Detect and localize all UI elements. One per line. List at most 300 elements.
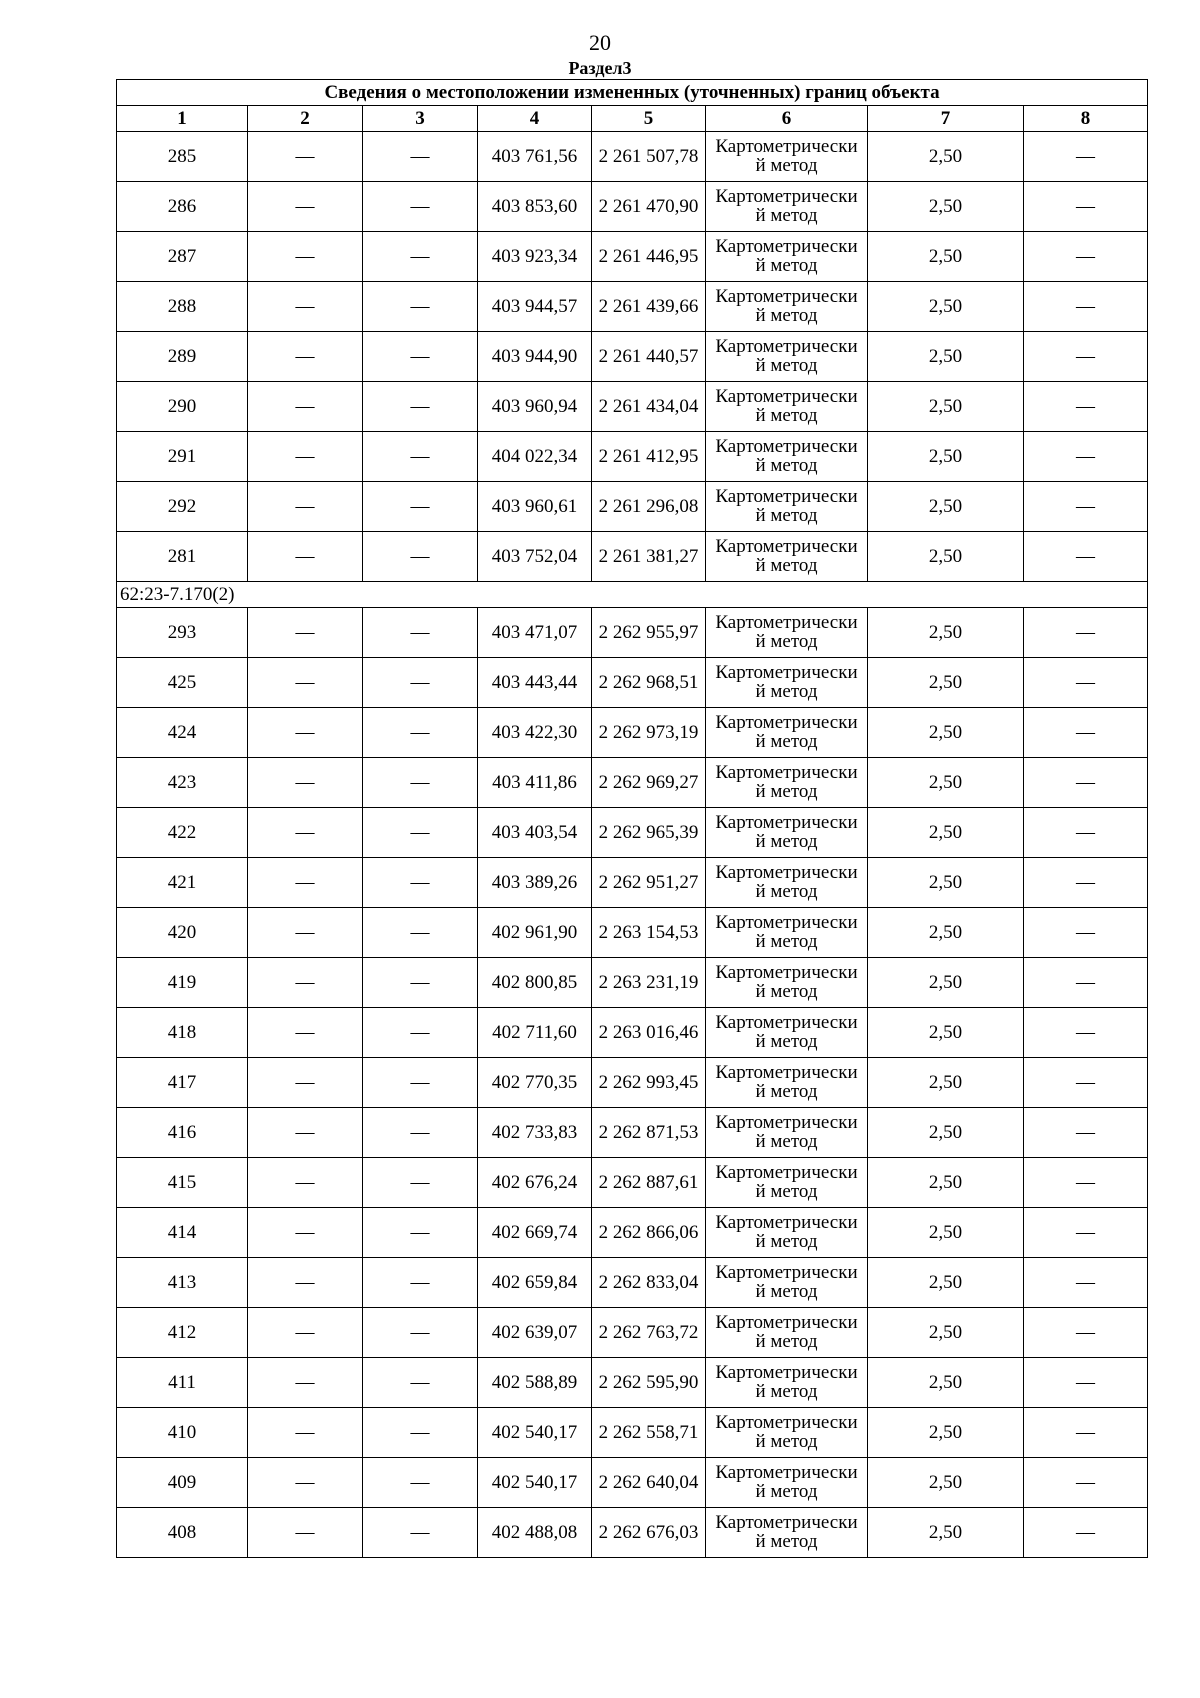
table-title-row xyxy=(117,80,1148,106)
method-text-line-2: й метод xyxy=(755,254,818,276)
coordinate-x-cell: 403 944,90 xyxy=(478,332,592,382)
table-row xyxy=(117,432,1148,482)
coordinate-y-cell: 2 262 887,61 xyxy=(592,1158,706,1208)
method-cell xyxy=(706,532,868,582)
column-2-cell: — xyxy=(248,432,363,482)
column-3-cell: — xyxy=(363,958,478,1008)
method-text-line-1: Картометрически xyxy=(715,1411,858,1433)
method-cell xyxy=(706,182,868,232)
column-2-cell: — xyxy=(248,482,363,532)
method-text-line-2: й метод xyxy=(755,980,818,1002)
coordinate-x-cell: 402 488,08 xyxy=(478,1508,592,1558)
column-2-cell: — xyxy=(248,858,363,908)
column-8-cell: — xyxy=(1024,658,1148,708)
column-2-cell: — xyxy=(248,1508,363,1558)
table-row xyxy=(117,232,1148,282)
point-number-cell: 420 xyxy=(117,908,248,958)
column-number: 8 xyxy=(1024,106,1148,132)
method-text-line-1: Картометрически xyxy=(715,335,858,357)
precision-cell: 2,50 xyxy=(868,1458,1024,1508)
precision-cell: 2,50 xyxy=(868,608,1024,658)
precision-cell: 2,50 xyxy=(868,1108,1024,1158)
coordinate-y-cell: 2 262 955,97 xyxy=(592,608,706,658)
precision-cell: 2,50 xyxy=(868,1158,1024,1208)
column-number: 3 xyxy=(363,106,478,132)
method-text-line-2: й метод xyxy=(755,1380,818,1402)
page-number: 20 xyxy=(589,30,611,55)
column-3-cell: — xyxy=(363,232,478,282)
group-header-row xyxy=(117,582,1148,608)
column-2-cell: — xyxy=(248,1208,363,1258)
column-2-cell: — xyxy=(248,658,363,708)
point-number-cell: 410 xyxy=(117,1408,248,1458)
point-number-cell: 416 xyxy=(117,1108,248,1158)
column-8-cell: — xyxy=(1024,1358,1148,1408)
column-8-cell: — xyxy=(1024,332,1148,382)
table-row xyxy=(117,1358,1148,1408)
column-3-cell: — xyxy=(363,1408,478,1458)
coordinate-x-cell: 402 639,07 xyxy=(478,1308,592,1358)
method-text-line-1: Картометрически xyxy=(715,235,858,257)
table-row xyxy=(117,1108,1148,1158)
method-cell xyxy=(706,1408,868,1458)
method-cell xyxy=(706,382,868,432)
method-text-line-2: й метод xyxy=(755,504,818,526)
table-row xyxy=(117,1408,1148,1458)
coordinate-y-cell: 2 261 439,66 xyxy=(592,282,706,332)
method-cell xyxy=(706,482,868,532)
group-label: 62:23-7.170(2) xyxy=(117,582,1148,608)
method-text-line-1: Картометрически xyxy=(715,1261,858,1283)
method-cell xyxy=(706,658,868,708)
method-text-line-2: й метод xyxy=(755,1080,818,1102)
column-3-cell: — xyxy=(363,758,478,808)
coordinate-y-cell: 2 261 446,95 xyxy=(592,232,706,282)
method-cell xyxy=(706,1258,868,1308)
coordinate-y-cell: 2 263 154,53 xyxy=(592,908,706,958)
coordinate-x-cell: 402 659,84 xyxy=(478,1258,592,1308)
method-cell xyxy=(706,858,868,908)
method-text-line-1: Картометрически xyxy=(715,711,858,733)
coordinate-x-cell: 402 733,83 xyxy=(478,1108,592,1158)
coordinate-x-cell: 402 669,74 xyxy=(478,1208,592,1258)
method-text-line-2: й метод xyxy=(755,1030,818,1052)
point-number-cell: 287 xyxy=(117,232,248,282)
point-number-cell: 281 xyxy=(117,532,248,582)
method-text-line-2: й метод xyxy=(755,204,818,226)
precision-cell: 2,50 xyxy=(868,708,1024,758)
precision-cell: 2,50 xyxy=(868,1058,1024,1108)
coordinate-x-cell: 403 411,86 xyxy=(478,758,592,808)
table-row xyxy=(117,958,1148,1008)
column-3-cell: — xyxy=(363,1258,478,1308)
method-text-line-2: й метод xyxy=(755,404,818,426)
method-text-line-2: й метод xyxy=(755,1480,818,1502)
column-3-cell: — xyxy=(363,908,478,958)
method-cell xyxy=(706,1058,868,1108)
coordinate-y-cell: 2 262 866,06 xyxy=(592,1208,706,1258)
method-cell xyxy=(706,132,868,182)
method-text-line-1: Картометрически xyxy=(715,1311,858,1333)
point-number-cell: 411 xyxy=(117,1358,248,1408)
table-row xyxy=(117,482,1148,532)
table-row xyxy=(117,182,1148,232)
column-2-cell: — xyxy=(248,532,363,582)
coordinate-y-cell: 2 262 969,27 xyxy=(592,758,706,808)
method-cell xyxy=(706,432,868,482)
method-text-line-1: Картометрически xyxy=(715,611,858,633)
method-cell xyxy=(706,332,868,382)
method-text-line-2: й метод xyxy=(755,730,818,752)
precision-cell: 2,50 xyxy=(868,858,1024,908)
method-text-line-1: Картометрически xyxy=(715,385,858,407)
method-text-line-1: Картометрически xyxy=(715,1011,858,1033)
precision-cell: 2,50 xyxy=(868,1358,1024,1408)
precision-cell: 2,50 xyxy=(868,1208,1024,1258)
coordinate-y-cell: 2 262 871,53 xyxy=(592,1108,706,1158)
point-number-cell: 422 xyxy=(117,808,248,858)
coordinate-y-cell: 2 262 973,19 xyxy=(592,708,706,758)
table-row xyxy=(117,908,1148,958)
method-cell xyxy=(706,282,868,332)
column-8-cell: — xyxy=(1024,182,1148,232)
column-8-cell: — xyxy=(1024,908,1148,958)
point-number-cell: 414 xyxy=(117,1208,248,1258)
method-text-line-1: Картометрически xyxy=(715,1061,858,1083)
precision-cell: 2,50 xyxy=(868,282,1024,332)
column-8-cell: — xyxy=(1024,1108,1148,1158)
method-text-line-2: й метод xyxy=(755,1230,818,1252)
coordinate-y-cell: 2 261 296,08 xyxy=(592,482,706,532)
method-text-line-1: Картометрически xyxy=(715,485,858,507)
column-8-cell: — xyxy=(1024,232,1148,282)
method-text-line-2: й метод xyxy=(755,1530,818,1552)
point-number-cell: 408 xyxy=(117,1508,248,1558)
method-text-line-1: Картометрически xyxy=(715,285,858,307)
column-2-cell: — xyxy=(248,908,363,958)
point-number-cell: 409 xyxy=(117,1458,248,1508)
column-3-cell: — xyxy=(363,1458,478,1508)
precision-cell: 2,50 xyxy=(868,1258,1024,1308)
coordinate-x-cell: 403 853,60 xyxy=(478,182,592,232)
method-text-line-2: й метод xyxy=(755,554,818,576)
column-3-cell: — xyxy=(363,532,478,582)
column-8-cell: — xyxy=(1024,1458,1148,1508)
column-2-cell: — xyxy=(248,332,363,382)
table-row xyxy=(117,1458,1148,1508)
column-2-cell: — xyxy=(248,708,363,758)
column-2-cell: — xyxy=(248,808,363,858)
column-8-cell: — xyxy=(1024,808,1148,858)
coordinate-x-cell: 402 540,17 xyxy=(478,1458,592,1508)
coordinate-y-cell: 2 261 507,78 xyxy=(592,132,706,182)
column-2-cell: — xyxy=(248,958,363,1008)
method-text-line-1: Картометрически xyxy=(715,961,858,983)
coordinate-x-cell: 402 676,24 xyxy=(478,1158,592,1208)
point-number-cell: 285 xyxy=(117,132,248,182)
column-8-cell: — xyxy=(1024,532,1148,582)
method-text-line-2: й метод xyxy=(755,304,818,326)
column-3-cell: — xyxy=(363,182,478,232)
column-2-cell: — xyxy=(248,1408,363,1458)
column-3-cell: — xyxy=(363,658,478,708)
column-8-cell: — xyxy=(1024,382,1148,432)
column-8-cell: — xyxy=(1024,608,1148,658)
table-row xyxy=(117,1008,1148,1058)
column-2-cell: — xyxy=(248,1358,363,1408)
table-row xyxy=(117,858,1148,908)
table-row xyxy=(117,658,1148,708)
column-8-cell: — xyxy=(1024,1158,1148,1208)
method-cell xyxy=(706,1508,868,1558)
precision-cell: 2,50 xyxy=(868,532,1024,582)
coordinate-y-cell: 2 262 993,45 xyxy=(592,1058,706,1108)
column-2-cell: — xyxy=(248,1308,363,1358)
point-number-cell: 424 xyxy=(117,708,248,758)
coordinate-y-cell: 2 261 412,95 xyxy=(592,432,706,482)
method-text-line-1: Картометрически xyxy=(715,1111,858,1133)
method-text-line-1: Картометрически xyxy=(715,1461,858,1483)
column-8-cell: — xyxy=(1024,432,1148,482)
column-2-cell: — xyxy=(248,1008,363,1058)
column-8-cell: — xyxy=(1024,958,1148,1008)
precision-cell: 2,50 xyxy=(868,808,1024,858)
table-row xyxy=(117,758,1148,808)
precision-cell: 2,50 xyxy=(868,332,1024,382)
coordinate-x-cell: 403 960,61 xyxy=(478,482,592,532)
method-cell xyxy=(706,958,868,1008)
column-8-cell: — xyxy=(1024,482,1148,532)
table-row xyxy=(117,332,1148,382)
method-text-line-2: й метод xyxy=(755,1180,818,1202)
column-3-cell: — xyxy=(363,1358,478,1408)
precision-cell: 2,50 xyxy=(868,432,1024,482)
method-cell xyxy=(706,708,868,758)
method-text-line-2: й метод xyxy=(755,354,818,376)
method-cell xyxy=(706,1108,868,1158)
method-cell xyxy=(706,1358,868,1408)
coordinate-x-cell: 402 770,35 xyxy=(478,1058,592,1108)
coordinate-y-cell: 2 263 016,46 xyxy=(592,1008,706,1058)
method-cell xyxy=(706,758,868,808)
column-3-cell: — xyxy=(363,1308,478,1358)
method-cell xyxy=(706,908,868,958)
column-2-cell: — xyxy=(248,182,363,232)
column-2-cell: — xyxy=(248,1158,363,1208)
precision-cell: 2,50 xyxy=(868,658,1024,708)
column-2-cell: — xyxy=(248,282,363,332)
table-row xyxy=(117,1308,1148,1358)
coordinate-y-cell: 2 261 381,27 xyxy=(592,532,706,582)
precision-cell: 2,50 xyxy=(868,1508,1024,1558)
coordinate-y-cell: 2 262 951,27 xyxy=(592,858,706,908)
method-text-line-2: й метод xyxy=(755,454,818,476)
coordinate-x-cell: 404 022,34 xyxy=(478,432,592,482)
coordinate-x-cell: 402 540,17 xyxy=(478,1408,592,1458)
column-number-row xyxy=(117,106,1148,132)
coordinate-x-cell: 403 960,94 xyxy=(478,382,592,432)
method-text-line-1: Картометрически xyxy=(715,1511,858,1533)
column-2-cell: — xyxy=(248,382,363,432)
coordinate-y-cell: 2 262 595,90 xyxy=(592,1358,706,1408)
table-row xyxy=(117,708,1148,758)
coordinate-y-cell: 2 261 470,90 xyxy=(592,182,706,232)
coordinate-x-cell: 402 711,60 xyxy=(478,1008,592,1058)
point-number-cell: 417 xyxy=(117,1058,248,1108)
table-row xyxy=(117,1258,1148,1308)
method-text-line-1: Картометрически xyxy=(715,811,858,833)
precision-cell: 2,50 xyxy=(868,182,1024,232)
table-row xyxy=(117,1058,1148,1108)
column-3-cell: — xyxy=(363,858,478,908)
column-8-cell: — xyxy=(1024,1508,1148,1558)
column-8-cell: — xyxy=(1024,1408,1148,1458)
method-text-line-1: Картометрически xyxy=(715,135,858,157)
method-text-line-1: Картометрически xyxy=(715,1161,858,1183)
point-number-cell: 421 xyxy=(117,858,248,908)
point-number-cell: 418 xyxy=(117,1008,248,1058)
method-text-line-2: й метод xyxy=(755,930,818,952)
column-3-cell: — xyxy=(363,1508,478,1558)
coordinate-x-cell: 403 403,54 xyxy=(478,808,592,858)
precision-cell: 2,50 xyxy=(868,958,1024,1008)
column-3-cell: — xyxy=(363,1058,478,1108)
method-cell xyxy=(706,608,868,658)
method-cell xyxy=(706,1208,868,1258)
column-3-cell: — xyxy=(363,432,478,482)
method-cell xyxy=(706,1308,868,1358)
method-text-line-2: й метод xyxy=(755,1280,818,1302)
method-text-line-2: й метод xyxy=(755,680,818,702)
point-number-cell: 288 xyxy=(117,282,248,332)
method-text-line-2: й метод xyxy=(755,1130,818,1152)
column-8-cell: — xyxy=(1024,1208,1148,1258)
table-row xyxy=(117,608,1148,658)
table-row xyxy=(117,808,1148,858)
coordinate-y-cell: 2 262 833,04 xyxy=(592,1258,706,1308)
method-text-line-2: й метод xyxy=(755,780,818,802)
point-number-cell: 425 xyxy=(117,658,248,708)
method-text-line-1: Картометрически xyxy=(715,661,858,683)
coordinate-x-cell: 402 961,90 xyxy=(478,908,592,958)
column-8-cell: — xyxy=(1024,858,1148,908)
column-3-cell: — xyxy=(363,482,478,532)
point-number-cell: 412 xyxy=(117,1308,248,1358)
column-3-cell: — xyxy=(363,708,478,758)
method-text-line-2: й метод xyxy=(755,880,818,902)
method-cell xyxy=(706,232,868,282)
coordinate-x-cell: 403 752,04 xyxy=(478,532,592,582)
method-text-line-2: й метод xyxy=(755,830,818,852)
coordinate-y-cell: 2 262 965,39 xyxy=(592,808,706,858)
method-text-line-2: й метод xyxy=(755,154,818,176)
column-3-cell: — xyxy=(363,282,478,332)
precision-cell: 2,50 xyxy=(868,232,1024,282)
table-row xyxy=(117,282,1148,332)
precision-cell: 2,50 xyxy=(868,758,1024,808)
coordinate-x-cell: 402 800,85 xyxy=(478,958,592,1008)
coordinate-y-cell: 2 262 968,51 xyxy=(592,658,706,708)
precision-cell: 2,50 xyxy=(868,908,1024,958)
point-number-cell: 423 xyxy=(117,758,248,808)
column-3-cell: — xyxy=(363,132,478,182)
method-cell xyxy=(706,1458,868,1508)
point-number-cell: 292 xyxy=(117,482,248,532)
column-3-cell: — xyxy=(363,1108,478,1158)
column-8-cell: — xyxy=(1024,1308,1148,1358)
coordinate-x-cell: 403 923,34 xyxy=(478,232,592,282)
column-2-cell: — xyxy=(248,758,363,808)
point-number-cell: 286 xyxy=(117,182,248,232)
method-text-line-1: Картометрически xyxy=(715,535,858,557)
method-cell xyxy=(706,808,868,858)
point-number-cell: 290 xyxy=(117,382,248,432)
method-text-line-2: й метод xyxy=(755,1430,818,1452)
coordinate-y-cell: 2 261 440,57 xyxy=(592,332,706,382)
method-text-line-1: Картометрически xyxy=(715,861,858,883)
coordinate-y-cell: 2 263 231,19 xyxy=(592,958,706,1008)
column-3-cell: — xyxy=(363,1208,478,1258)
column-8-cell: — xyxy=(1024,1258,1148,1308)
column-2-cell: — xyxy=(248,1058,363,1108)
table-row xyxy=(117,1208,1148,1258)
method-text-line-1: Картометрически xyxy=(715,1211,858,1233)
column-number: 1 xyxy=(117,106,248,132)
column-8-cell: — xyxy=(1024,1058,1148,1108)
table-row xyxy=(117,1508,1148,1558)
boundary-table xyxy=(116,79,1148,1558)
coordinate-y-cell: 2 261 434,04 xyxy=(592,382,706,432)
precision-cell: 2,50 xyxy=(868,1308,1024,1358)
coordinate-x-cell: 403 471,07 xyxy=(478,608,592,658)
method-cell xyxy=(706,1158,868,1208)
table-row xyxy=(117,1158,1148,1208)
section-label: Раздел3 xyxy=(568,58,632,78)
point-number-cell: 413 xyxy=(117,1258,248,1308)
column-number: 5 xyxy=(592,106,706,132)
column-3-cell: — xyxy=(363,382,478,432)
column-8-cell: — xyxy=(1024,758,1148,808)
column-number: 6 xyxy=(706,106,868,132)
method-text-line-1: Картометрически xyxy=(715,1361,858,1383)
precision-cell: 2,50 xyxy=(868,482,1024,532)
coordinate-x-cell: 403 443,44 xyxy=(478,658,592,708)
method-text-line-1: Картометрически xyxy=(715,911,858,933)
point-number-cell: 415 xyxy=(117,1158,248,1208)
coordinate-x-cell: 403 422,30 xyxy=(478,708,592,758)
coordinate-x-cell: 403 944,57 xyxy=(478,282,592,332)
column-number: 2 xyxy=(248,106,363,132)
column-2-cell: — xyxy=(248,1458,363,1508)
coordinate-x-cell: 403 761,56 xyxy=(478,132,592,182)
column-number: 4 xyxy=(478,106,592,132)
column-2-cell: — xyxy=(248,1108,363,1158)
coordinate-y-cell: 2 262 558,71 xyxy=(592,1408,706,1458)
precision-cell: 2,50 xyxy=(868,132,1024,182)
coordinate-y-cell: 2 262 640,04 xyxy=(592,1458,706,1508)
column-3-cell: — xyxy=(363,608,478,658)
column-8-cell: — xyxy=(1024,282,1148,332)
column-8-cell: — xyxy=(1024,132,1148,182)
column-8-cell: — xyxy=(1024,1008,1148,1058)
column-2-cell: — xyxy=(248,132,363,182)
coordinate-y-cell: 2 262 676,03 xyxy=(592,1508,706,1558)
coordinate-x-cell: 402 588,89 xyxy=(478,1358,592,1408)
method-text-line-1: Картометрически xyxy=(715,435,858,457)
column-2-cell: — xyxy=(248,608,363,658)
table-title: Сведения о местоположении измененных (уточненных) границ объекта xyxy=(117,80,1148,106)
precision-cell: 2,50 xyxy=(868,1008,1024,1058)
